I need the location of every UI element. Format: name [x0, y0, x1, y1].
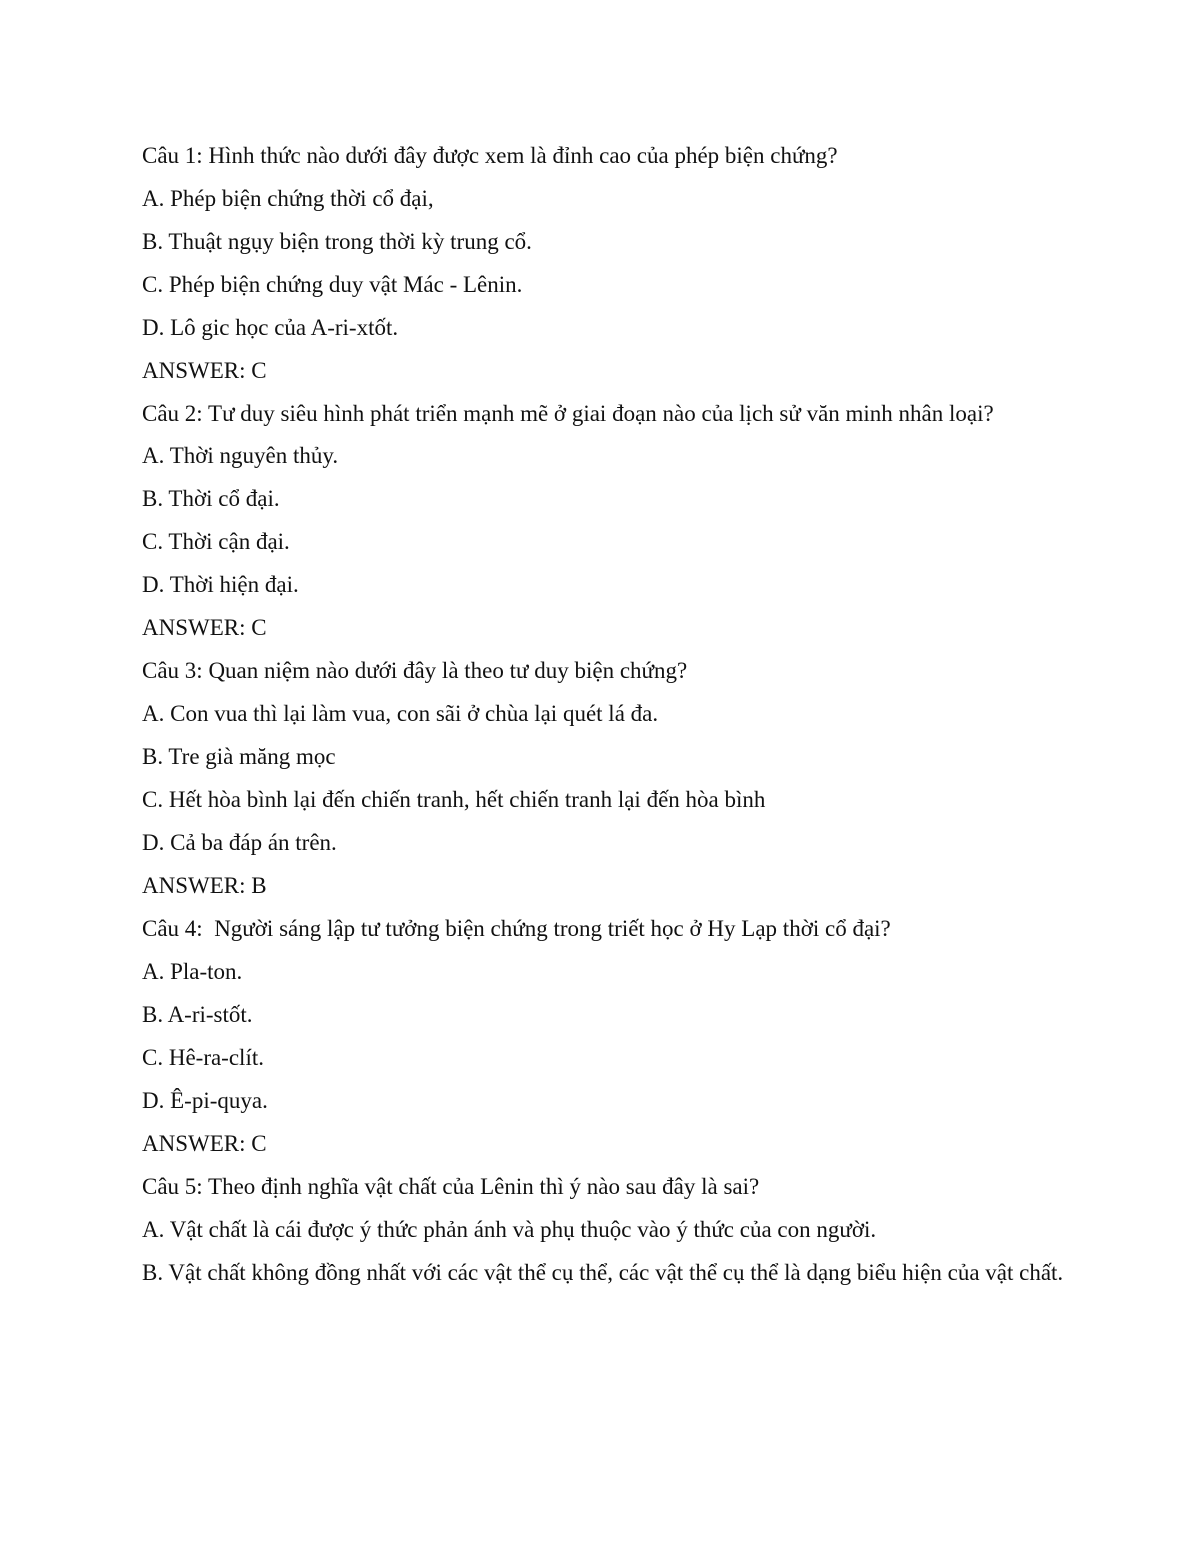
option-d: D. Thời hiện đại. [142, 572, 299, 597]
option-a: A. Pla-ton. [142, 959, 243, 984]
answer-line: ANSWER: B [142, 873, 267, 898]
question-block-3 [142, 655, 1072, 901]
option-d: D. Lô gic học của A-ri-xtốt. [142, 315, 399, 340]
option-b: B. Tre già măng mọc [142, 744, 336, 769]
question-block-2 [142, 398, 1072, 643]
question-block-5 [142, 1171, 1072, 1289]
option-c: C. Phép biện chứng duy vật Mác - Lênin. [142, 272, 523, 297]
option-c: C. Hê-ra-clít. [142, 1045, 264, 1070]
option-b: B. Vật chất không đồng nhất với các vật thể cụ thể, các vật thể cụ thể là dạng biểu hiện của vật chất. [142, 1260, 1064, 1285]
option-a: A. Con vua thì lại làm vua, con sãi ở chùa lại quét lá đa. [142, 701, 659, 726]
option-c: C. Hết hòa bình lại đến chiến tranh, hết chiến tranh lại đến hòa bình [142, 787, 766, 812]
option-b: B. Thời cổ đại. [142, 486, 280, 511]
option-b: B. Thuật ngụy biện trong thời kỳ trung cổ. [142, 229, 532, 254]
question-text: Câu 3: Quan niệm nào dưới đây là theo tư duy biện chứng? [142, 658, 688, 683]
answer-line: ANSWER: C [142, 1131, 267, 1156]
option-a: A. Thời nguyên thủy. [142, 443, 339, 468]
question-text: Câu 1: Hình thức nào dưới đây được xem là đỉnh cao của phép biện chứng? [142, 143, 838, 168]
option-b: B. A-ri-stốt. [142, 1002, 253, 1027]
question-text: Câu 5: Theo định nghĩa vật chất của Lênin thì ý nào sau đây là sai? [142, 1174, 760, 1199]
answer-line: ANSWER: C [142, 615, 267, 640]
option-a: A. Phép biện chứng thời cổ đại, [142, 186, 434, 211]
question-block-4 [142, 913, 1072, 1159]
option-a: A. Vật chất là cái được ý thức phản ánh và phụ thuộc vào ý thức của con người. [142, 1217, 877, 1242]
option-d: D. Cả ba đáp án trên. [142, 830, 337, 855]
question-text: Câu 4: Người sáng lập tư tưởng biện chứng trong triết học ở Hy Lạp thời cổ đại? [142, 916, 891, 941]
answer-line: ANSWER: C [142, 358, 267, 383]
option-c: C. Thời cận đại. [142, 529, 290, 554]
question-text: Câu 2: Tư duy siêu hình phát triển mạnh mẽ ở giai đoạn nào của lịch sử văn minh nhân loại? [142, 401, 994, 426]
question-block-1 [142, 140, 1072, 386]
document-page [142, 140, 1072, 1299]
option-d: D. Ê-pi-quya. [142, 1088, 268, 1113]
